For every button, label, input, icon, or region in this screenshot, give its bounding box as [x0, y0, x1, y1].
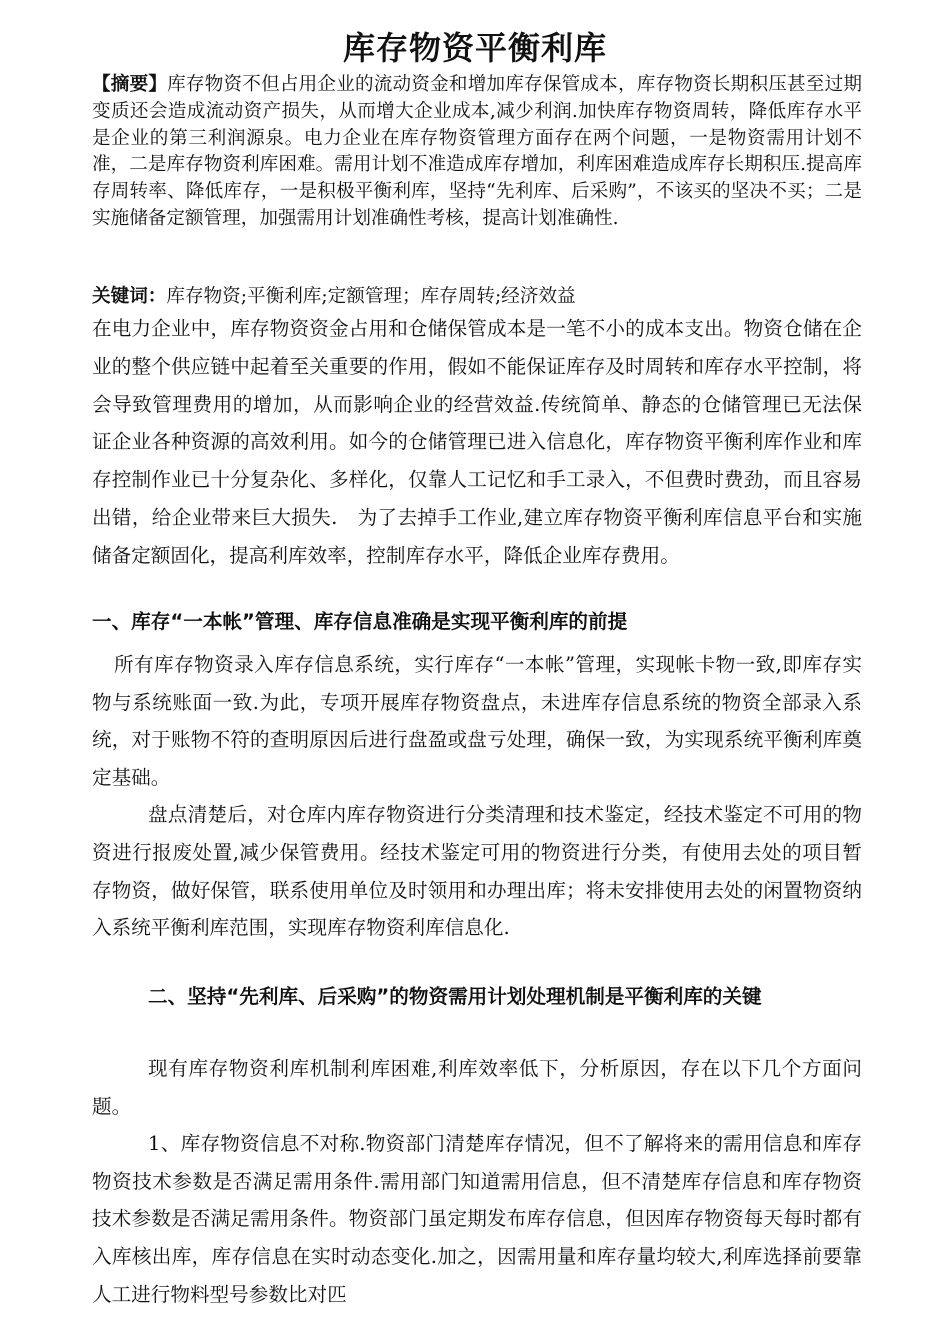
- keywords-label: 关键词：: [92, 286, 167, 307]
- section-2-heading: 二、坚持“先利库、后采购”的物资需用计划处理机制是平衡利库的关键: [148, 985, 762, 1008]
- abstract-text: 库存物资不但占用企业的流动资金和增加库存保管成本，库存物资长期积压甚至过期变质还会造成流动资产损失，从而增大企业成本,减少利润.加快库存物资周转，降低库存水平是企业的第三利润源泉。电力企业在库存物资管理方面存在两个问题，一是物资需用计划不准，二是库存物资利库困难。需用计划不准造成库存增加，利库困难造成库存长期积压.提高库存周转率、降低库存，一是积极平衡利库，坚持“先利库、后采购”，不该买的坚决不买；二是实施储备定额管理，加强需用计划准确性考核，提高计划准确性.: [92, 74, 862, 229]
- section-1-paragraph-1: 所有库存物资录入库存信息系统，实行库存“一本帐”管理，实现帐卡物一致,即库存实物与系统账面一致.为此，专项开展库存物资盘点，未进库存信息系统的物资全部录入系统，对于账物不符的查明原因后进行盘盈或盘亏处理，确保一致，为实现系统平衡利库奠定基础。: [92, 653, 862, 789]
- section-2-paragraph-1: 现有库存物资利库机制利库困难,利库效率低下，分析原因，存在以下几个方面问题。: [92, 1057, 862, 1118]
- abstract-label: 【摘要】: [92, 74, 168, 95]
- section-2-body: [92, 1050, 862, 1313]
- section-1-paragraph-2: 盘点清楚后，对仓库内库存物资进行分类清理和技术鉴定，经技术鉴定不可用的物资进行报废处置,减少保管费用。经技术鉴定可用的物资进行分类，有使用去处的项目暂存物资，做好保管，联系使用单位及时领用和办理出库；将未安排使用去处的闲置物资纳入系统平衡利库范围，实现库存物资利库信息化.: [92, 803, 862, 940]
- page-title: 库存物资平衡利库: [342, 29, 607, 67]
- section-2-paragraph-2: 1、库存物资信息不对称.物资部门清楚库存情况，但不了解将来的需用信息和库存物资技术参数是否满足需用条件.需用部门知道需用信息，但不清楚库存信息和库存物资技术参数是否满足需用条件。物资部门虽定期发布库存信息，但因库存物资每天每时都有入库核出库，库存信息在实时动态变化.加之，因需用量和库存量均较大,利库选择前要靠人工进行物料型号参数比对匹: [92, 1132, 862, 1306]
- abstract: [92, 72, 862, 233]
- keywords: [92, 284, 862, 310]
- intro-paragraph: [92, 310, 862, 575]
- section-1-heading: 一、库存“一本帐”管理、库存信息准确是实现平衡利库的前提: [92, 610, 628, 633]
- intro-text: 在电力企业中，库存物资资金占用和仓储保管成本是一笔不小的成本支出。物资仓储在企业的整个供应链中起着至关重要的作用，假如不能保证库存及时周转和库存水平控制，将会导致管理费用的增加，从而影响企业的经营效益.传统简单、静态的仓储管理已无法保证企业各种资源的高效利用。如今的仓储管理已进入信息化，库存物资平衡利库作业和库存控制作业已十分复杂化、多样化，仅靠人工记忆和手工录入，不但费时费劲，而且容易出错，给企业带来巨大损失. 为了去掉手工作业,建立库存物资平衡利库信息平台和实施储备定额固化，提高利库效率，控制库存水平，降低企业库存费用。: [92, 317, 862, 567]
- keywords-text: 库存物资;平衡利库;定额管理；库存周转;经济效益: [166, 286, 576, 307]
- section-1-body: [92, 646, 862, 947]
